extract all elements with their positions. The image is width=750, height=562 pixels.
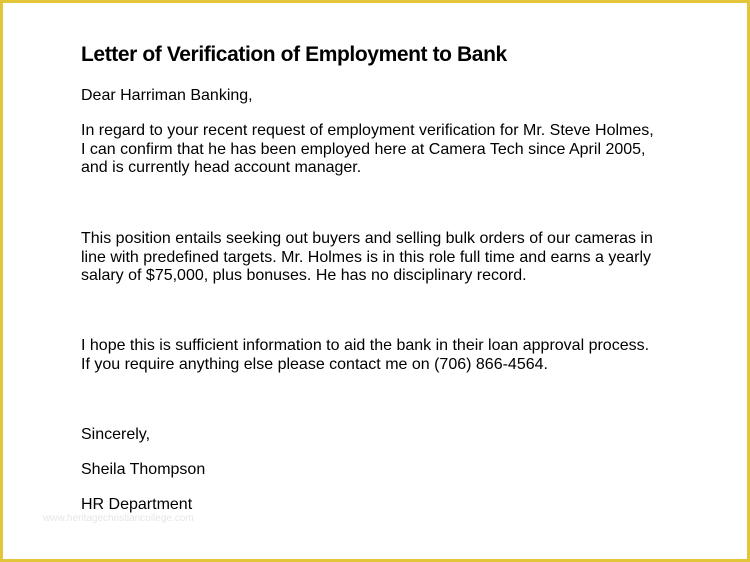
- paragraph-line: In regard to your recent request of employment verification for Mr. Steve Holmes,: [81, 122, 654, 139]
- paragraph-line: line with predefined targets. Mr. Holmes is in this role full time and earns a yearly: [81, 248, 652, 266]
- paragraph-line: This position entails seeking out buyers and selling bulk orders of our cameras in: [81, 230, 653, 247]
- paragraph-line: If you require anything else please contact me on (706) 866-4564.: [81, 355, 548, 373]
- letter-body: [81, 41, 681, 513]
- salutation: Dear Harriman Banking,: [81, 87, 253, 104]
- signer-name: Sheila Thompson: [81, 461, 206, 478]
- paragraph-line: and is currently head account manager.: [81, 159, 362, 176]
- closing: Sincerely,: [81, 426, 151, 443]
- paragraph-position: [81, 230, 653, 286]
- paragraph-line: I can confirm that he has been employed here at Camera Tech since April 2005,: [81, 140, 646, 158]
- paragraph-line: I hope this is sufficient information to aid the bank in their loan approval process.: [81, 337, 650, 354]
- paragraph-line: salary of $75,000, plus bonuses. He has no disciplinary record.: [81, 267, 527, 284]
- letter-title: Letter of Verification of Employment to Bank: [81, 43, 507, 66]
- paragraph-employment: [81, 122, 654, 178]
- watermark: www.heritagechristiancollege.com: [43, 513, 194, 524]
- signer-department: HR Department: [81, 496, 193, 513]
- paragraph-contact: [81, 337, 649, 374]
